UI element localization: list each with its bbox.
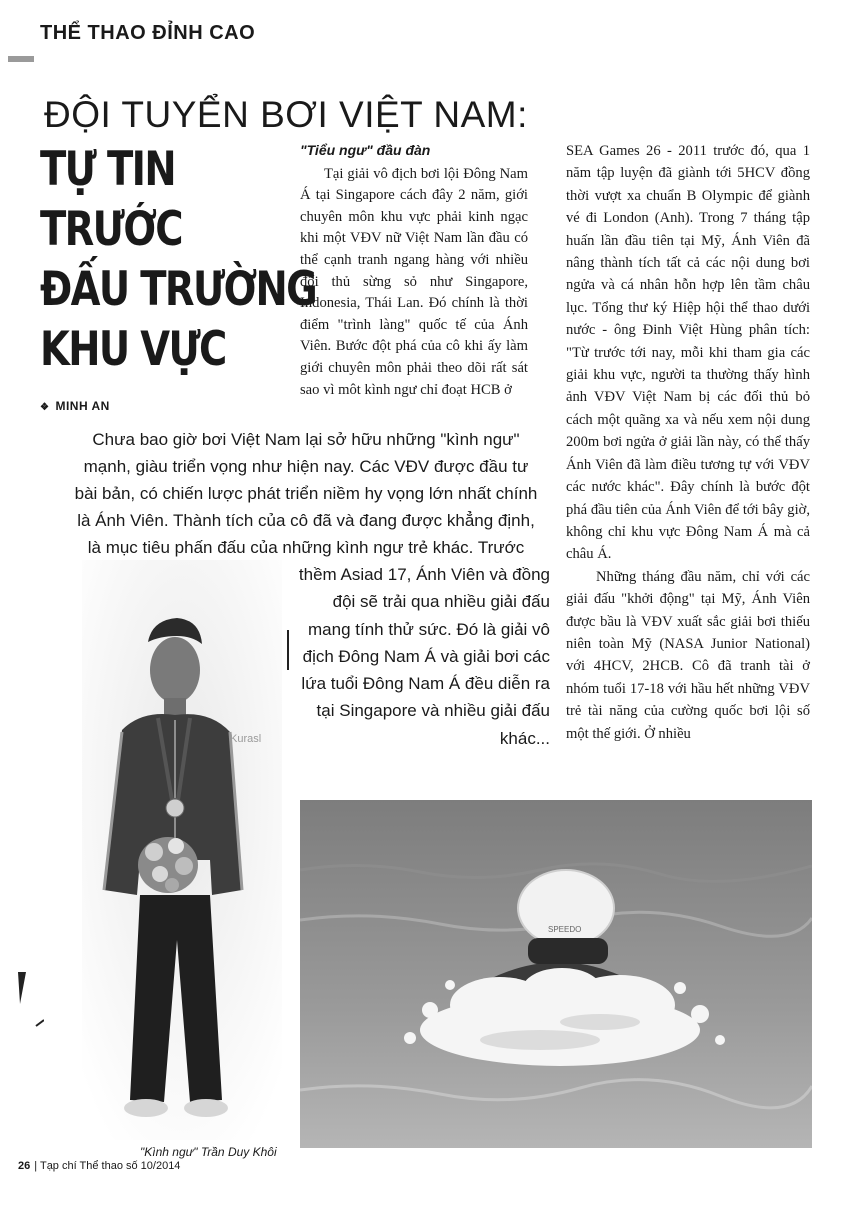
- photo-background-sign: Kurasl: [230, 733, 262, 745]
- lead-paragraph-continued: thềm Asiad 17, Ánh Viên và đồng đội sẽ trải qua nhiều giải đấu mang tính thử sức. Đó là giải vô địch Đông Nam Á và giải bơi các lứa tuổi Đông Nam Á đều diễn ra tại Singapore và nhiều giải đấu khác...: [298, 565, 550, 748]
- photo-swimmer: [300, 800, 812, 1148]
- column-3-paragraph-2: Những tháng đầu năm, chỉ với các giải đấu "khởi động" tại Mỹ, Ánh Viên được bầu là VĐV xuất sắc giải bơi thiếu niên toàn Mỹ (NASA Junior National) với 4HCV, 2HCB. Cô đã tranh tài ở nhóm tuổi 17-18 với hầu hết những VĐV trẻ tài năng của cường quốc bơi lội số một thế giới. Ở nhiều: [566, 568, 810, 742]
- article-title: [40, 140, 317, 380]
- section-title: THỂ THAO ĐỈNH CAO: [40, 22, 256, 44]
- crop-mark-icon: [14, 968, 44, 1038]
- lead-paragraph: Chưa bao giờ bơi Việt Nam lại sở hữu những "kình ngư" mạnh, giàu triển vọng như hiện nay. Các VĐV được đầu tư bài bản, có chiến lược phát triển niềm hy vọng lớn nhất chính là Ánh Viên. Thành tích của cô đã và đang được khẳng định, là mục tiêu phấn đấu của những kình ngư trẻ khác. Trước: [74, 430, 538, 557]
- text-rule-marker: [287, 630, 289, 670]
- column-3-paragraph-1: SEA Games 26 - 2011 trước đó, qua 1 năm tập luyện đã giành tới 5HCV đồng thời vượt xa chuẩn B Olympic để giành vé đi London (Anh). Trong 7 tháng tập huấn lần đầu tiên tại Mỹ, Ánh Viên đã nâng thành tích tất cả các nội dung bơi ngửa và cá nhân hỗn hợp lên tầm châu lục. Tổng thư ký Hiệp hội thể thao dưới nước - ông Đinh Việt Hùng phân tích: "Từ trước tới nay, mỗi khi tham gia các giải khu vực, người ta thường thấy hình ảnh VĐV Việt Nam bị các đối thủ bỏ cách một quãng xa và nếu xem nội dung 200m bơi ngửa ở giải lần này, có thể thấy Ánh Viên đã làm điều tương tự với VĐV các nước khác". Đây chính là bước đột phá đầu tiên của Ánh Viên để tới bây giờ, không chỉ khu vực Đông Nam Á mà cả châu Á.: [566, 143, 810, 563]
- section-marker: [8, 56, 34, 62]
- article-column-3: [566, 140, 810, 745]
- article-headline: ĐỘI TUYỂN BƠI VIỆT NAM:: [44, 94, 528, 135]
- title-line-2: TRƯỚC: [40, 202, 182, 257]
- footer-separator: |: [34, 1160, 40, 1172]
- author-byline: [40, 399, 110, 413]
- author-name: MINH AN: [55, 399, 110, 413]
- photo-medalist: [82, 560, 282, 1140]
- title-line-4: KHU VỰC: [40, 322, 226, 377]
- cap-logo: SPEEDO: [548, 925, 582, 934]
- diamond-bullet-icon: ❖: [40, 402, 50, 413]
- photo-caption: "Kình ngư" Trần Duy Khôi: [140, 1145, 277, 1159]
- article-column-2: [300, 140, 528, 401]
- section-subhead: "Tiểu ngư" đầu đàn: [300, 142, 431, 158]
- magazine-issue: Tạp chí Thể thao số 10/2014: [39, 1160, 181, 1172]
- title-line-1: TỰ TIN: [40, 142, 175, 197]
- column-2-paragraph: Tại giải vô địch bơi lội Đông Nam Á tại Singapore cách đây 2 năm, giới chuyên môn khu vực phải kinh ngạc khi một VĐV nữ Việt Nam lần đầu có thể cạnh tranh ngang hàng với nhiều đối thủ sừng sỏ như Singapore, Indonesia, Thái Lan. Đó chính là thời điểm "trình làng" quốc tế của Ánh Viên. Bước đột phá của cô khi ấy làm giới chuyên môn phải theo dõi rất sát sao vì môt kình ngư chỉ đoạt HCB ở: [300, 165, 528, 398]
- page-number: 26: [18, 1160, 31, 1172]
- page-footer: [18, 1160, 180, 1172]
- title-line-3: ĐẤU TRƯỜNG: [40, 262, 317, 317]
